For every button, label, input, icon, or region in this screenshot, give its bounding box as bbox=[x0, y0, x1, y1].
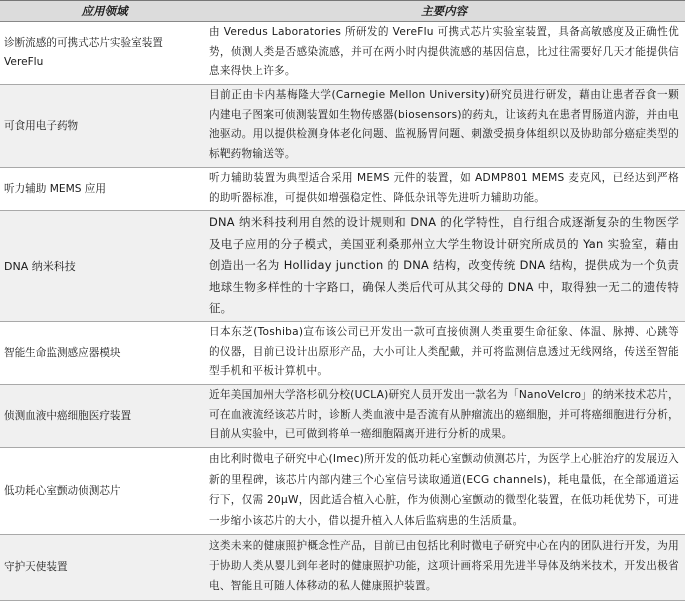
row-content: 听力辅助装置为典型适合采用 MEMS 元件的装置，如 ADMP801 MEMS 麦克风，已经达到严格的助听器标准，可提供如增强稳定性、降低杂讯等先进听力辅助功能。 bbox=[209, 172, 679, 204]
table-row bbox=[0, 211, 685, 322]
row-field: 智能生命监测感应器模块 bbox=[4, 346, 121, 359]
header-field: 应用领域 bbox=[81, 4, 128, 18]
table-row bbox=[0, 385, 685, 448]
row-content: 近年美国加州大学洛杉矶分校(UCLA)研究人员开发出一款名为「NanoVelcro」的纳米技术芯片，可在血液流经该芯片时，诊断人类血液中是否流有从肿瘤流出的癌细胞，并可将癌细胞进行分析，目前从实验中，已可做到将单一癌细胞隔离开进行分析的成果。 bbox=[209, 389, 679, 440]
table-row bbox=[0, 85, 685, 168]
row-field: 可食用电子药物 bbox=[4, 119, 79, 132]
row-content: 由比利时微电子研究中心(Imec)所开发的低功耗心室颤动侦测芯片，为医学上心脏治疗的发展迈入新的里程碑，该芯片内部内建三个心室信号读取通道(ECG channels)，耗电量低，在全部通道运行下，仅需 20μW，因此适合植入心脏，作为侦测心室颤动的微型化装置，在低功耗优势下，可进一步缩小该芯片的大小，借以提升植入人体后监病患的生活质量。 bbox=[209, 453, 679, 527]
table-row bbox=[0, 535, 685, 601]
table-row bbox=[0, 322, 685, 385]
row-field: 守护天使装置 bbox=[4, 561, 68, 573]
table-row bbox=[0, 168, 685, 211]
row-field: 侦测血液中癌细胞医疗装置 bbox=[4, 409, 132, 422]
header-content: 主要内容 bbox=[421, 4, 467, 18]
table-row bbox=[0, 22, 685, 85]
row-field: DNA 纳米科技 bbox=[4, 259, 76, 273]
row-content: 由 Veredus Laboratories 所研发的 VereFlu 可携式芯片实验室装置，具备高敏感度及正确性优势，侦测人类是否感染流感，并可在两小时内提供流感的基因信息，比过往需要好几天才能提供信息来得快上许多。 bbox=[209, 26, 679, 77]
table-body bbox=[0, 22, 685, 601]
row-content: 这类未来的健康照护概念性产品，目前已由包括比利时微电子研究中心在内的团队进行开发，为用于协助人类从婴儿到年老时的健康照护功能，这项计画将采用先进半导体及纳米技术，开发出极省电、智能且可随人体移动的私人健康照护装置。 bbox=[209, 540, 679, 592]
row-content: DNA 纳米科技利用自然的设计规则和 DNA 的化学特性，自行组合成逐渐复杂的生物医学及电子应用的分子模式，美国亚利桑那州立大学生物设计研究所成员的 Yan 实验室，藉由创造出一名为 Holliday junction 的 DNA 结构，改变传统 DNA 结构，提供成为一个负责地球生物多样性的十字路口，确保人类后代可从其父母的 DNA 中，取得独一无二的遗传特征。 bbox=[209, 215, 679, 315]
row-field: 低功耗心室颤动侦测芯片 bbox=[4, 484, 121, 497]
table-row bbox=[0, 448, 685, 535]
row-content: 目前正由卡内基梅隆大学(Carnegie Mellon University)研究员进行研发，藉由让患者吞食一颗内建电子图案可侦测装置如生物传感器(biosensors)的药丸，让该药丸在患者胃肠道内游，并由电池驱动。用以提供检测身体老化问题、监视肠胃问题、刺激受损身体组织以及协助部分癌症类型的标靶药物输送等。 bbox=[209, 89, 679, 160]
row-field: 诊断流感的可携式芯片实验室装置 VereFlu bbox=[4, 37, 163, 68]
table-header bbox=[0, 1, 685, 22]
row-field: 听力辅助 MEMS 应用 bbox=[4, 182, 106, 195]
row-content: 日本东芝(Toshiba)宣布该公司已开发出一款可直接侦测人类重要生命征象、体温、脉搏、心跳等的仪器，目前已设计出原形产品，大小可让人类配戴，并可将监测信息透过无线网络，传送至智能型手机和平板计算机中。 bbox=[209, 326, 679, 377]
